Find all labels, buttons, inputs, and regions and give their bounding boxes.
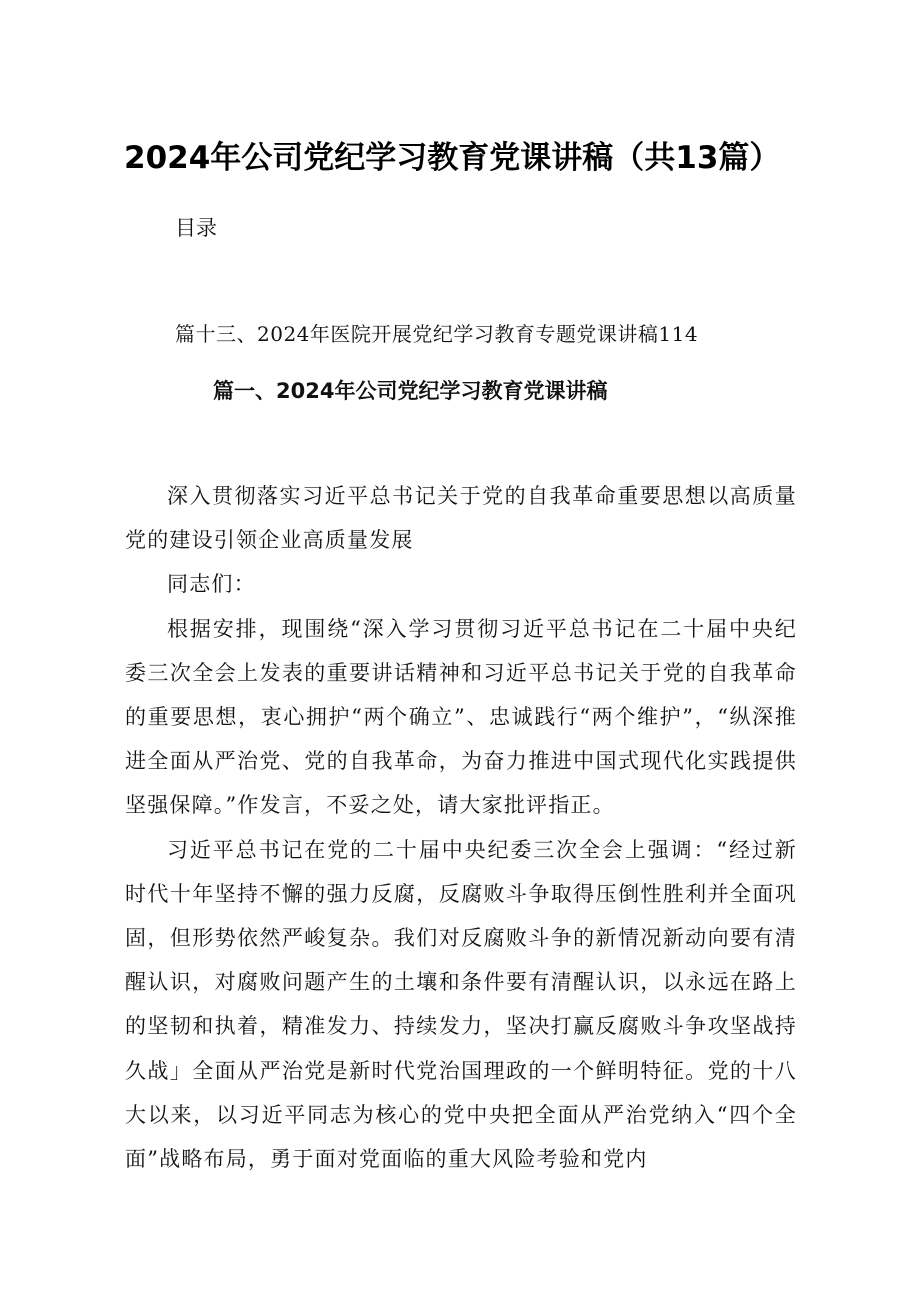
speech-subtitle: 深入贯彻落实习近平总书记关于党的自我革命重要思想以高质量党的建设引领企业高质量发展 [125,484,797,553]
section-title: 篇一、2024年公司党纪学习教育党课讲稿 [213,379,608,403]
body-text [125,474,797,1181]
body-paragraph: 根据安排，现围绕“深入学习贯彻习近平总书记在二十届中央纪委三次全会上发表的重要讲话精神和习近平总书记关于党的自我革命的重要思想，衷心拥护“两个确立”、忠诚践行“两个维护”，“纵深推进全面从严治党、党的自我革命，为奋力推进中国式现代化实践提供坚强保障。”作发言，不妥之处，请大家批评指正。 [125,616,797,818]
body-paragraph: 习近平总书记在党的二十届中央纪委三次全会上强调：“经过新时代十年坚持不懈的强力反腐，反腐败斗争取得压倒性胜利并全面巩固，但形势依然严峻复杂。我们对反腐败斗争的新情况新动向要有清醒认识，对腐败问题产生的土壤和条件要有清醒认识，以永远在路上的坚韧和执着，精准发力、持续发力，坚决打赢反腐败斗争攻坚战持久战」全面从严治党是新时代党治国理政的一个鲜明特征。党的十八大以来，以习近平同志为核心的党中央把全面从严治党纳入“四个全面”战略布局，勇于面对党面临的重大风险考验和党内 [125,837,797,1172]
salutation: 同志们： [167,572,256,597]
toc-entry[interactable]: 篇十三、2024年医院开展党纪学习教育专题党课讲稿114 [175,322,699,346]
toc-heading: 目录 [175,216,217,240]
document-title: 2024年公司党纪学习教育党课讲稿（共13篇） [124,140,781,176]
